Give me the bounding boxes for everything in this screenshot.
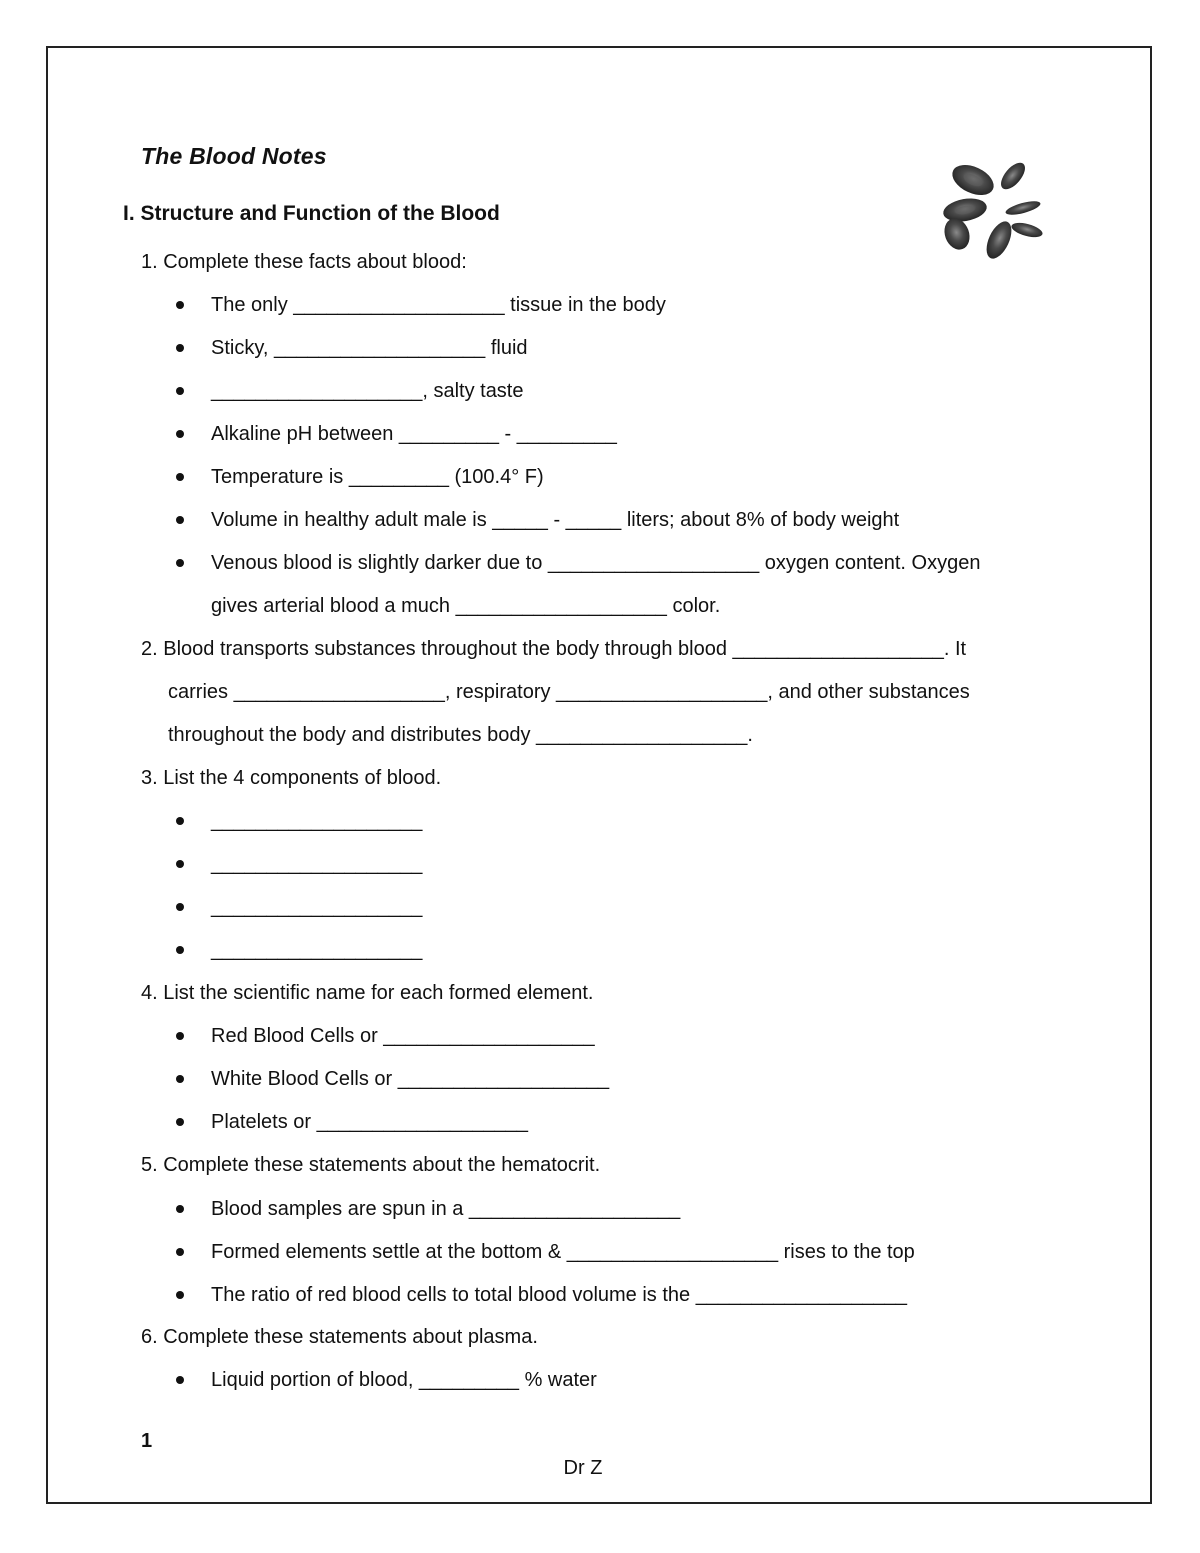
q3-bullet-4: ___________________ (211, 939, 423, 961)
question-3-prompt: 3. List the 4 components of blood. (141, 767, 442, 789)
question-2-line-2: carries ___________________, respiratory ___________________, and other substances (168, 681, 970, 703)
q5-bullet-3: The ratio of red blood cells to total blood volume is the ___________________ (211, 1284, 908, 1306)
q3-bullet-2: ___________________ (211, 853, 423, 875)
document-title: The Blood Notes (141, 143, 327, 169)
red-blood-cells-icon (935, 152, 1050, 267)
footer-author: Dr Z (563, 1457, 603, 1479)
question-6-prompt: 6. Complete these statements about plasma. (141, 1326, 538, 1348)
page-number: 1 (141, 1430, 153, 1452)
question-2-line-1: 2. Blood transports substances throughout the body through blood ___________________. It (141, 638, 967, 660)
q1-bullet-3: ___________________, salty taste (211, 380, 524, 402)
q4-bullet-3: Platelets or ___________________ (211, 1111, 528, 1133)
question-1-prompt: 1. Complete these facts about blood: (141, 251, 467, 273)
q1-bullet-4: Alkaline pH between _________ - _________ (211, 423, 617, 445)
q6-bullet-1: Liquid portion of blood, _________ % water (211, 1369, 597, 1391)
q1-bullet-1: The only ___________________ tissue in the body (211, 294, 666, 316)
q3-bullet-1: ___________________ (211, 810, 423, 832)
q1-bullet-7-continuation: gives arterial blood a much ___________________ color. (211, 595, 721, 617)
q1-bullet-5: Temperature is _________ (100.4° F) (211, 466, 544, 488)
q5-bullet-2: Formed elements settle at the bottom & ___________________ rises to the top (211, 1241, 915, 1263)
q4-bullet-2: White Blood Cells or ___________________ (211, 1068, 610, 1090)
question-2-line-3: throughout the body and distributes body ___________________. (168, 724, 753, 746)
q4-bullet-1: Red Blood Cells or ___________________ (211, 1025, 595, 1047)
q5-bullet-1: Blood samples are spun in a ___________________ (211, 1198, 681, 1220)
q1-bullet-2: Sticky, ___________________ fluid (211, 337, 528, 359)
question-5-prompt: 5. Complete these statements about the hematocrit. (141, 1154, 601, 1176)
question-4-prompt: 4. List the scientific name for each formed element. (141, 982, 594, 1004)
section-heading: I. Structure and Function of the Blood (123, 202, 500, 225)
q1-bullet-7: Venous blood is slightly darker due to ___________________ oxygen content. Oxygen (211, 552, 981, 574)
q3-bullet-3: ___________________ (211, 896, 423, 918)
q1-bullet-6: Volume in healthy adult male is _____ - _____ liters; about 8% of body weight (211, 509, 900, 531)
